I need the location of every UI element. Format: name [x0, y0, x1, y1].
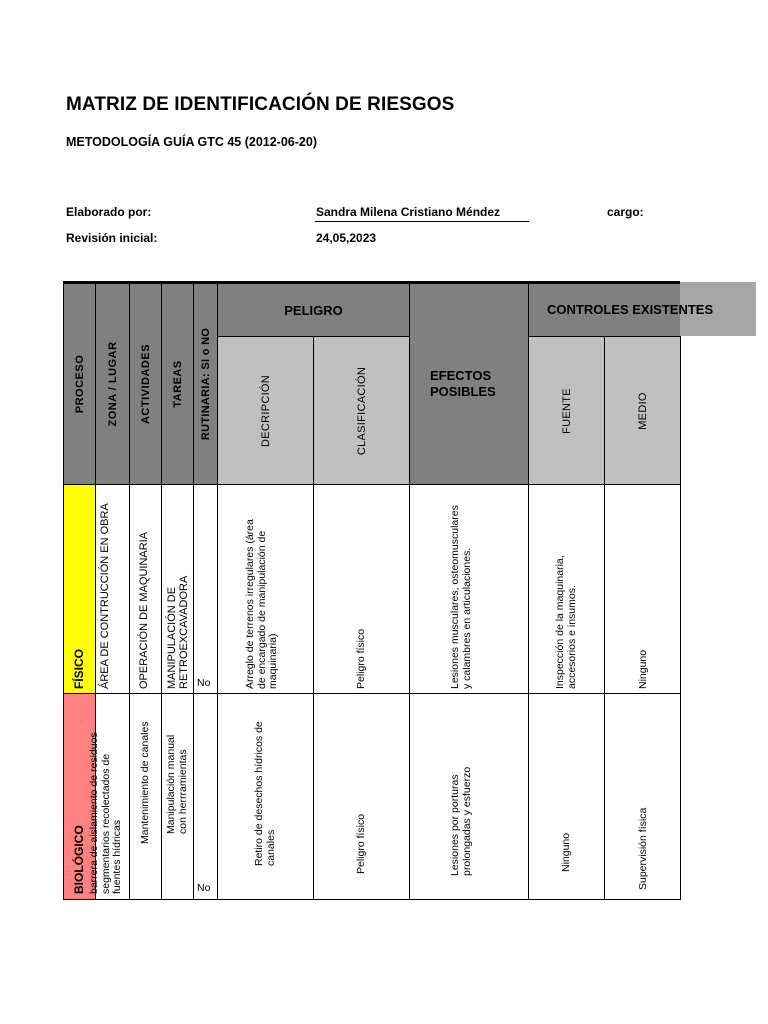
- row-1-efectos-text: Lesiones musculares, osteomusculares y calambres en articulaciones.: [449, 505, 473, 689]
- row-2-actividades-text: Mantenimiento de canales: [139, 721, 151, 844]
- header-actividades-label: ACTIVIDADES: [139, 343, 152, 425]
- row-2-medio-text: Supervisión física: [637, 807, 649, 890]
- elaborado-label: Elaborado por:: [66, 205, 152, 219]
- header-fuente: [528, 336, 605, 485]
- row-1-clasificacion-text: Peligro físico: [355, 628, 367, 689]
- row-2-tareas-text: Manipulación manual con herrramientas: [165, 734, 189, 834]
- header-clasificacion-label: CLASIFICACIÓN: [355, 366, 368, 455]
- row-1-zona-text: ÁREA DE CONTRUCCIÓN EN OBRA: [99, 503, 111, 689]
- row-2-clasificacion-text: Peligro físico: [355, 813, 367, 874]
- row-1-proceso-text: FÍSICO: [72, 648, 86, 689]
- row-2-efectos-text: Lesiones por porturas prolongadas y esfuerzo: [449, 766, 473, 876]
- table-row-2-actividades: [129, 693, 162, 900]
- table-row-2-efectos: [409, 693, 529, 900]
- table-row-1-medio: [604, 484, 681, 694]
- table-row-1-rutinaria: [193, 484, 218, 694]
- row-2-zona-text: barrera de aislamiento de residuos segmentarios recolectados de fuentes hídricas: [88, 732, 123, 894]
- header-actividades: [129, 283, 162, 485]
- revision-label: Revisión inicial:: [66, 231, 158, 245]
- page-title: MATRIZ DE IDENTIFICACIÓN DE RIESGOS: [66, 94, 455, 115]
- table-row-2-fuente: [528, 693, 605, 900]
- table-row-2-clasificacion: [313, 693, 410, 900]
- row-2-rutinaria-text: No: [197, 882, 211, 894]
- header-clasificacion: [313, 336, 410, 485]
- header-rutinaria: [193, 283, 218, 485]
- header-efectos-label: EFECTOS POSIBLES: [430, 368, 496, 399]
- header-zona: [95, 283, 130, 485]
- header-peligro: [217, 283, 410, 337]
- table-row-1-fuente: [528, 484, 605, 694]
- row-1-descripcion-text: Arreglo de terrenos irregulares (área de encargado de manipulación de maquinaria): [244, 519, 279, 689]
- header-peligro-label: PELIGRO: [284, 302, 343, 318]
- row-1-tareas-text: MANIPULACIÓN DE RETROEXCAVADORA: [166, 575, 190, 689]
- header-medio-label: MEDIO: [636, 391, 649, 430]
- table-row-1-zona: [95, 484, 130, 694]
- header-fuente-label: FUENTE: [560, 387, 573, 434]
- row-1-rutinaria-text: No: [197, 677, 211, 689]
- header-tareas: [161, 283, 194, 485]
- header-descripcion: [217, 336, 314, 485]
- header-controles: [528, 283, 714, 337]
- row-1-medio-text: Ninguno: [637, 649, 649, 689]
- row-1-actividades-text: OPERACIÓN DE MAQUINARIA: [138, 531, 150, 689]
- row-2-proceso-text: BIOLÓGICO: [72, 825, 86, 894]
- cargo-label: cargo:: [607, 205, 644, 219]
- table-row-2-medio: [604, 693, 681, 900]
- header-medio: [604, 336, 681, 485]
- header-rutinaria-label: RUTINARIA: SI o NO: [199, 327, 212, 441]
- table-row-1-proceso: [63, 484, 96, 694]
- revision-value: 24,05,2023: [316, 231, 377, 245]
- row-2-fuente-text: Ninguno: [560, 832, 572, 872]
- header-proceso: [63, 283, 96, 485]
- header-efectos: [409, 283, 529, 485]
- table-row-1-actividades: [129, 484, 162, 694]
- table-row-2-descripcion: [217, 693, 314, 900]
- header-proceso-label: PROCESO: [73, 354, 86, 414]
- table-row-1-efectos: [409, 484, 529, 694]
- table-row-2-rutinaria: [193, 693, 218, 900]
- table-row-1-clasificacion: [313, 484, 410, 694]
- header-tareas-label: TAREAS: [171, 360, 184, 408]
- page-subtitle: METODOLOGÍA GUÍA GTC 45 (2012-06-20): [66, 135, 317, 149]
- elaborado-underline: [315, 221, 529, 222]
- header-descripcion-label: DECRIPCIÓN: [259, 374, 272, 447]
- table-row-2-zona: [88, 693, 130, 900]
- elaborado-value: Sandra Milena Cristiano Méndez: [316, 205, 501, 219]
- table-row-1-tareas: [161, 484, 194, 694]
- header-zona-label: ZONA / LUGAR: [106, 341, 119, 427]
- table-row-2-tareas: [161, 693, 194, 900]
- row-2-descripcion-text: Retiro de desechos hídricos de canales: [253, 721, 277, 866]
- table-row-1-descripcion: [217, 484, 314, 694]
- header-controles-label: CONTROLES EXISTENTES: [547, 302, 714, 317]
- row-1-fuente-text: Inspección de la maquinaria, accesorios e insumos.: [554, 555, 578, 689]
